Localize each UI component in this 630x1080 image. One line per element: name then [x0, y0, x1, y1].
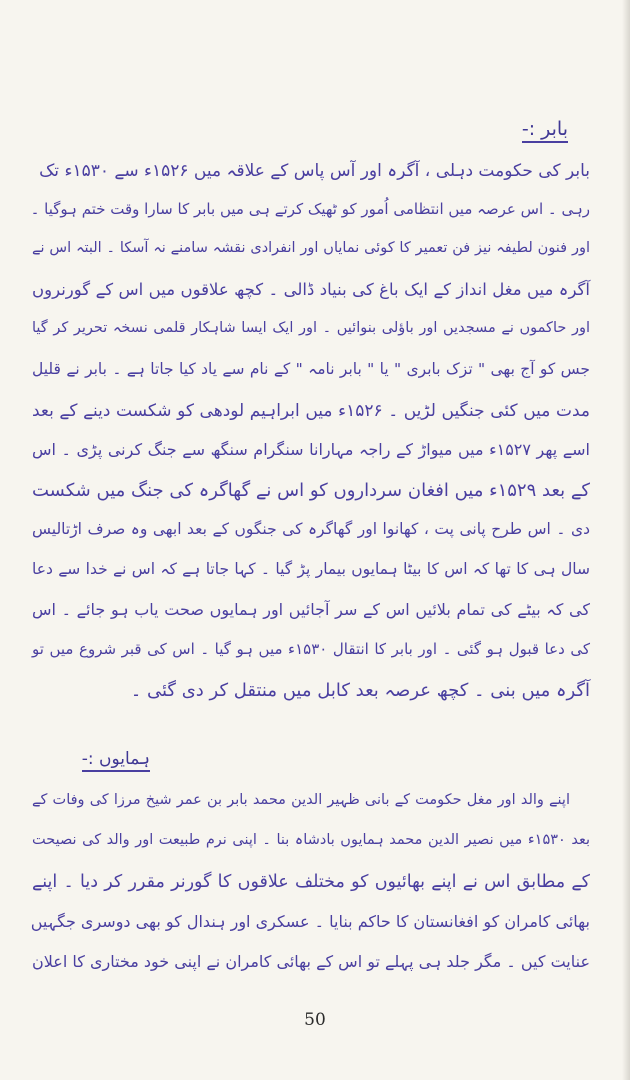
- paragraph-line: کے مطابق اس نے اپنے بھائیوں کو مختلف علاقوں کا گورنر مقرر کر دیا ۔ اپنے: [32, 872, 590, 892]
- paragraph-line: مدت میں کئی جنگیں لڑیں ۔ ۱۵۲۶ء میں ابراہیم لودھی کو شکست دینے کے بعد: [32, 401, 590, 421]
- paragraph-line: بابر کی حکومت دہلی ، آگرہ اور آس پاس کے علاقہ میں ۱۵۲۶ء سے ۱۵۳۰ء تک: [39, 161, 590, 181]
- paragraph-line: کے بعد ۱۵۲۹ء میں افغان سرداروں کو اس نے گھاگرہ کی جنگ میں شکست: [32, 480, 591, 501]
- paragraph-line: عنایت کیں ۔ مگر جلد ہی پہلے تو اس کے بھائی کامران نے اپنی خود مختاری کا اعلان: [32, 952, 590, 971]
- paragraph-line: بھائی کامران کو افغانستان کا حاکم بنایا ۔ عسکری اور ہندال کو بھی دوسری جگہیں: [30, 912, 590, 931]
- paragraph-line: سال ہی کا تھا کہ اس کا بیٹا ہمایوں بیمار پڑ گیا ۔ کہا جاتا ہے کہ اس نے خدا سے دعا: [32, 560, 590, 578]
- paragraph-line: آگرہ میں مغل انداز کے ایک باغ کی بنیاد ڈالی ۔ کچھ علاقوں میں اس کے گورنروں: [32, 280, 590, 299]
- paragraph-line: اور حاکموں نے مسجدیں اور باؤلی بنوائیں ۔ اور ایک ایسا شاہکار قلمی نسخہ تحریر کر گیا: [32, 320, 590, 336]
- paragraph-line: کی دعا قبول ہو گئی ۔ اور بابر کا انتقال ۱۵۳۰ء میں ہو گیا ۔ اس کی قبر شروع میں تو: [32, 640, 590, 658]
- paragraph-line: آگرہ میں بنی ۔ کچھ عرصہ بعد کابل میں منتقل کر دی گئی ۔: [130, 680, 590, 701]
- paragraph-line: بعد ۱۵۳۰ء میں نصیر الدین محمد ہمایوں بادشاہ بنا ۔ اپنی نرم طبیعت اور والد کی نصیحت: [32, 832, 590, 848]
- paragraph-line: اپنے والد اور مغل حکومت کے بانی ظہیر الدین محمد بابر بن عمر شیخ مرزا کی وفات کے: [32, 792, 570, 808]
- section-heading-babur: بابر :-: [522, 118, 568, 143]
- section-heading-humayun: ہمایوں :-: [82, 748, 150, 772]
- page-number: 50: [304, 1010, 326, 1030]
- paragraph-line: اور فنون لطیفہ نیز فن تعمیر کا کوئی نمایاں اور انفرادی نقشہ سامنے نہ آسکا ۔ البتہ اس نے: [32, 240, 590, 256]
- paragraph-line: رہی ۔ اس عرصہ میں انتظامی اُمور کو ٹھیک کرتے ہی میں بابر کا سارا وقت ختم ہوگیا ۔: [30, 200, 590, 218]
- paragraph-line: دی ۔ اس طرح پانی پت ، کھانوا اور گھاگرہ کی جنگوں کے بعد ابھی وہ صرف اڑتالیس: [32, 520, 590, 538]
- page-edge-shadow: [622, 0, 630, 1080]
- paragraph-line: کی کہ بیٹے کی تمام بلائیں اس کے سر آجائیں اور ہمایوں صحت یاب ہو جائے ۔ اس: [32, 600, 590, 619]
- paragraph-line: اسے پھر ۱۵۲۷ء میں میواڑ کے راجہ مہارانا سنگرام سنگھ سے جنگ کرنی پڑی ۔ اس: [32, 440, 590, 459]
- paragraph-line: جس کو آج بھی " تزک بابری " یا " بابر نامہ " کے نام سے یاد کیا جاتا ہے ۔ بابر نے قلیل: [32, 360, 590, 378]
